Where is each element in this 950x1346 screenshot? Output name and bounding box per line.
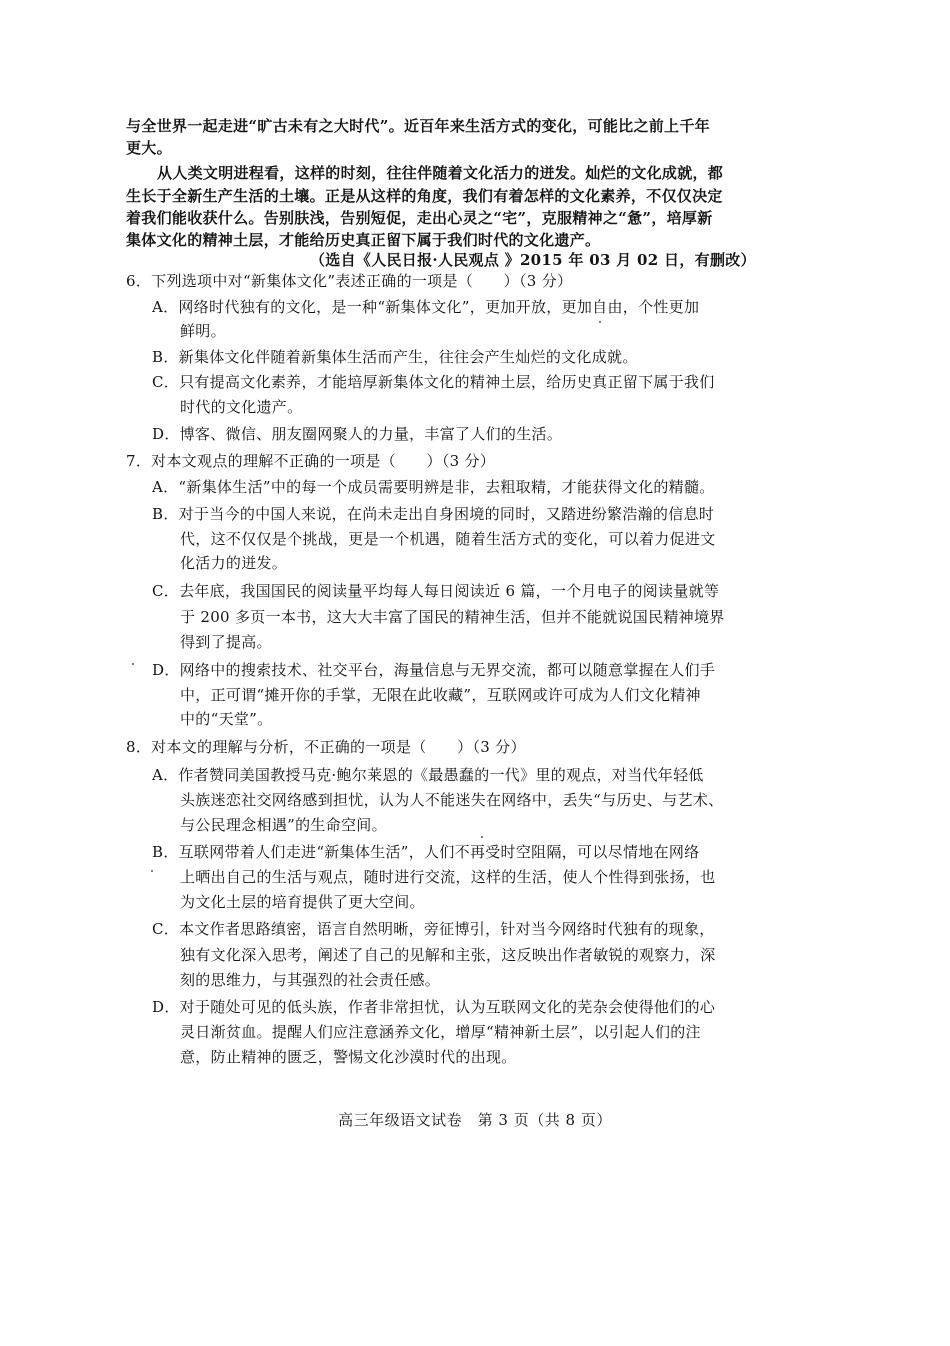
scan-speck <box>599 321 601 323</box>
option-8b: B．互联网带着人们走进“新集体生活”，人们不再受时空阻隔，可以尽情地在网络 <box>152 843 700 861</box>
passage-line: 与全世界一起走进“旷古未有之大时代”。近百年来生活方式的变化，可能比之前上千年 <box>126 117 710 135</box>
option-7c: 得到了提高。 <box>180 633 272 651</box>
option-6c: C．只有提高文化素养，才能培厚新集体文化的精神土层，给历史真正留下属于我们 <box>152 373 715 391</box>
scan-speck <box>132 663 134 665</box>
option-6b: B．新集体文化伴随着新集体生活而产生，往往会产生灿烂的文化成就。 <box>152 348 638 366</box>
option-8d: 意，防止精神的匮乏，警惕文化沙漠时代的出现。 <box>180 1048 517 1066</box>
option-7d: 中的“天堂”。 <box>180 710 273 728</box>
page-footer: 高三年级语文试卷 第 3 页（共 8 页） <box>338 1111 612 1129</box>
option-7c: C．去年底，我国国民的阅读量平均每人每日阅读近 6 篇，一个月电子的阅读量就等 <box>152 582 720 600</box>
option-6a: 鲜明。 <box>180 322 226 340</box>
option-8d: 灵日渐贫血。提醒人们应注意涵养文化，增厚“精神新土层”，以引起人们的注 <box>180 1023 701 1041</box>
option-7a: A．“新集体生活”中的每一个成员需要明辨是非，去粗取精，才能获得文化的精髓。 <box>152 478 715 496</box>
option-8d: D．对于随处可见的低头族，作者非常担忧，认为互联网文化的芜杂会使得他们的心 <box>152 998 716 1016</box>
passage-line: 更大。 <box>126 139 172 157</box>
option-7d: D．网络中的搜索技术、社交平台，海量信息与无界交流，都可以随意掌握在人们手 <box>152 661 716 679</box>
passage-line: 从人类文明进程看，这样的时刻，往往伴随着文化活力的迸发。灿烂的文化成就，都 <box>157 164 724 182</box>
option-7b: 代，这不仅仅是个挑战，更是一个机遇，随着生活方式的变化，可以着力促进文 <box>180 530 716 548</box>
option-6d: D．博客、微信、朋友圈网聚人的力量，丰富了人们的生活。 <box>152 425 563 443</box>
option-7d: 中，正可谓“摊开你的手掌，无限在此收藏”，互联网或许可成为人们文化精神 <box>180 686 701 704</box>
option-8a: 与公民理念相遇”的生命空间。 <box>180 816 387 834</box>
option-8b: 为文化土层的培育提供了更大空间。 <box>180 893 425 911</box>
passage-line: 着我们能收获什么。告别肤浅，告别短促，走出心灵之“宅”，克服精神之“惫”，培厚新 <box>126 209 713 227</box>
scan-speck <box>481 836 483 838</box>
question-8-stem: 8．对本文的理解与分析，不正确的一项是（ ）（3 分） <box>126 738 526 756</box>
option-7c: 于 200 多页一本书，这大大丰富了国民的精神生活，但并不能就说国民精神境界 <box>180 608 725 626</box>
option-8a: 头族迷恋社交网络感到担忧，认为人不能迷失在网络中，丢失“与历史、与艺术、 <box>180 791 724 809</box>
option-8c: C．本文作者思路缜密，语言自然明晰，旁征博引，针对当今网络时代独有的现象， <box>152 920 715 938</box>
option-8c: 刻的思维力，与其强烈的社会责任感。 <box>180 971 441 989</box>
option-8c: 独有文化深入思考，阐述了自己的见解和主张，这反映出作者敏锐的观察力，深 <box>180 946 716 964</box>
question-6-stem: 6．下列选项中对“新集体文化”表述正确的一项是（ ）（3 分） <box>126 272 573 290</box>
passage-line: 生长于全新生产生活的土壤。正是从这样的角度，我们有着怎样的文化素养，不仅仅决定 <box>126 187 723 205</box>
option-8b: 上晒出自己的生活与观点，随时进行交流，这样的生活，使人个性得到张扬，也 <box>180 868 716 886</box>
option-6c: 时代的文化遗产。 <box>180 398 303 416</box>
option-7b: B．对于当今的中国人来说，在尚未走出自身困境的同时，又踏进纷繁浩瀚的信息时 <box>152 505 715 523</box>
passage-source: （选自《人民日报·人民观点 》2015 年 03 月 02 日，有删改） <box>310 251 756 269</box>
scan-speck <box>151 870 153 872</box>
option-8a: A．作者赞同美国教授马克·鲍尔莱恩的《最愚蠢的一代》里的观点，对当代年轻低 <box>152 766 704 784</box>
passage-line: 集体文化的精神土层，才能给历史真正留下属于我们时代的文化遗产。 <box>126 231 601 249</box>
option-6a: A．网络时代独有的文化，是一种“新集体文化”，更加开放，更加自由，个性更加 <box>152 298 700 316</box>
question-7-stem: 7．对本文观点的理解不正确的一项是（ ）（3 分） <box>126 452 496 470</box>
option-7b: 化活力的迸发。 <box>180 554 288 572</box>
